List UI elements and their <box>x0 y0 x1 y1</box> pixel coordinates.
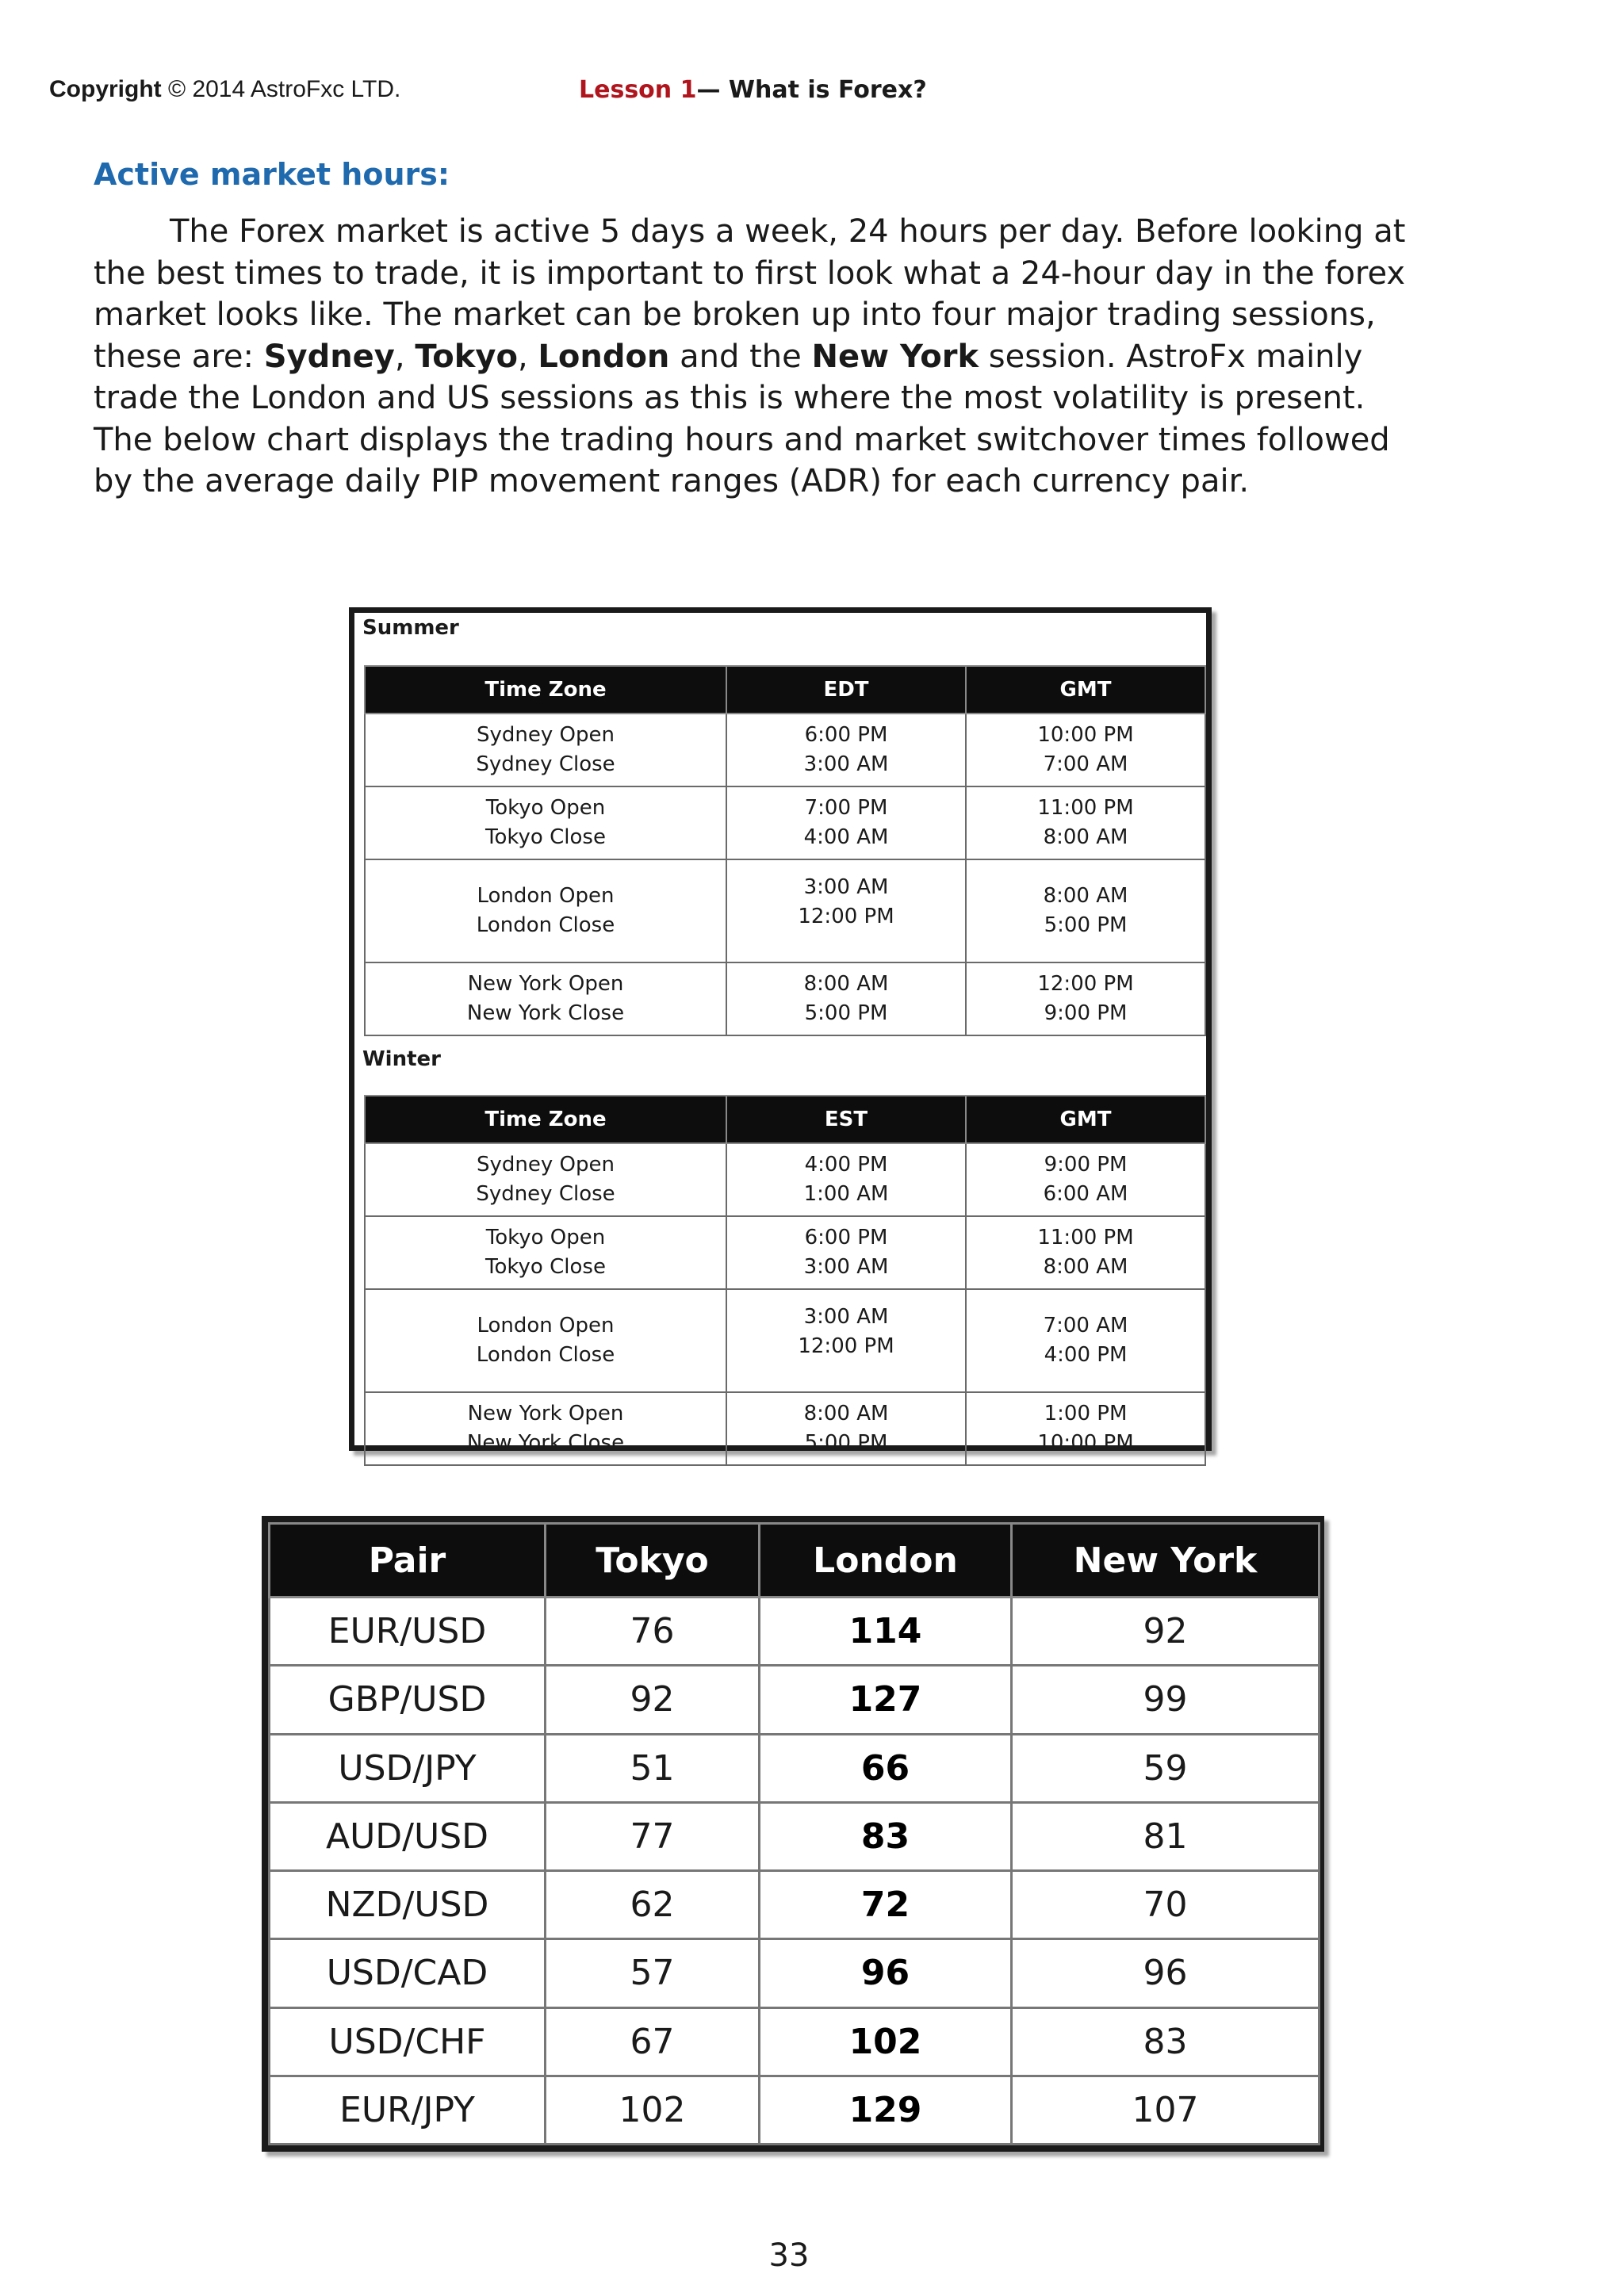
london-cell: 114 <box>760 1598 1012 1666</box>
zone-cell <box>365 962 726 1035</box>
cell-line: 10:00 PM <box>1037 723 1134 747</box>
cell-line: 1:00 PM <box>1044 1402 1128 1425</box>
london-cell: 72 <box>760 1871 1012 1939</box>
zone-cell <box>365 1289 726 1392</box>
table-row <box>270 1939 1320 2007</box>
cell-line: 11:00 PM <box>1037 796 1134 820</box>
copyright-label: Copyright <box>49 76 162 102</box>
newyork-cell: 83 <box>1012 2007 1320 2076</box>
table-row <box>365 1392 1205 1465</box>
cell-line: 7:00 AM <box>1043 1314 1128 1337</box>
london-cell: 96 <box>760 1939 1012 2007</box>
lesson-title <box>579 76 927 104</box>
col-header-pair: Pair <box>270 1524 546 1598</box>
cell-line: 8:00 AM <box>803 972 889 996</box>
gmt-cell <box>966 859 1205 962</box>
cell-line: Sydney Open <box>477 723 615 747</box>
newyork-cell: 59 <box>1012 1734 1320 1802</box>
pair-cell: EUR/JPY <box>270 2076 546 2144</box>
newyork-cell: 96 <box>1012 1939 1320 2007</box>
cell-line: 10:00 PM <box>1037 1431 1134 1455</box>
summer-hours-table <box>364 665 1206 1036</box>
summer-label: Summer <box>362 616 459 640</box>
cell-line: 12:00 PM <box>1037 972 1134 996</box>
cell-line: 7:00 PM <box>804 796 888 820</box>
cell-line: Tokyo Open <box>485 796 606 820</box>
adr-figure <box>262 1516 1324 2152</box>
cell-line: 8:00 AM <box>1043 884 1128 908</box>
cell-line: 1:00 AM <box>803 1182 889 1206</box>
tokyo-cell: 62 <box>546 1871 760 1939</box>
table-row <box>270 2007 1320 2076</box>
cell-line: 3:00 AM <box>803 1255 889 1279</box>
local-cell <box>726 714 966 786</box>
separator: , <box>394 338 416 375</box>
tokyo-cell: 102 <box>546 2076 760 2144</box>
adr-table <box>268 1522 1320 2145</box>
lesson-subtitle: — What is Forex? <box>696 76 927 104</box>
cell-line: 4:00 PM <box>1044 1343 1128 1367</box>
table-row <box>365 1289 1205 1392</box>
tokyo-cell: 67 <box>546 2007 760 2076</box>
cell-line: 5:00 PM <box>804 1001 888 1025</box>
gmt-cell <box>966 962 1205 1035</box>
section-heading: Active market hours: <box>94 157 450 192</box>
pair-cell: NZD/USD <box>270 1871 546 1939</box>
zone-cell <box>365 859 726 962</box>
session-hours-figure <box>349 607 1212 1455</box>
page-header <box>0 76 1624 114</box>
gmt-cell <box>966 1392 1205 1465</box>
table-row <box>270 1598 1320 1666</box>
cell-line: 4:00 PM <box>804 1153 888 1177</box>
col-header-newyork: New York <box>1012 1524 1320 1598</box>
gmt-cell <box>966 1289 1205 1392</box>
zone-cell <box>365 714 726 786</box>
zone-cell <box>365 786 726 859</box>
cell-line: London Close <box>476 913 615 937</box>
winter-label: Winter <box>362 1047 441 1071</box>
london-cell: 83 <box>760 1802 1012 1870</box>
copyright-text: © 2014 AstroFxc LTD. <box>168 76 401 102</box>
session-newyork: New York <box>811 338 979 375</box>
table-row <box>365 1143 1205 1216</box>
cell-line: 4:00 AM <box>803 825 889 849</box>
col-header-timezone: Time Zone <box>365 1096 726 1143</box>
local-cell <box>726 1143 966 1216</box>
cell-line: 3:00 AM <box>803 1305 889 1329</box>
pair-cell: USD/CAD <box>270 1939 546 2007</box>
newyork-cell: 99 <box>1012 1666 1320 1734</box>
zone-cell <box>365 1143 726 1216</box>
cell-line: 9:00 PM <box>1044 1001 1128 1025</box>
table-row <box>365 1216 1205 1289</box>
tokyo-cell: 57 <box>546 1939 760 2007</box>
cell-line: 6:00 AM <box>1043 1182 1128 1206</box>
cell-line: 8:00 AM <box>1043 825 1128 849</box>
newyork-cell: 81 <box>1012 1802 1320 1870</box>
newyork-cell: 70 <box>1012 1871 1320 1939</box>
tokyo-cell: 51 <box>546 1734 760 1802</box>
cell-line: 7:00 AM <box>1043 752 1128 776</box>
session-tokyo: Tokyo <box>415 338 518 375</box>
table-row <box>365 786 1205 859</box>
intro-paragraph <box>94 211 1434 503</box>
zone-cell <box>365 1216 726 1289</box>
cell-line: New York Close <box>466 1001 625 1025</box>
tokyo-cell: 77 <box>546 1802 760 1870</box>
gmt-cell <box>966 1143 1205 1216</box>
cell-line: New York Open <box>467 1402 624 1425</box>
local-cell <box>726 786 966 859</box>
cell-line: Tokyo Open <box>485 1226 606 1249</box>
cell-line: 11:00 PM <box>1037 1226 1134 1249</box>
cell-line: 3:00 AM <box>803 752 889 776</box>
session-london: London <box>538 338 670 375</box>
gmt-cell <box>966 1216 1205 1289</box>
table-row <box>365 714 1205 786</box>
tokyo-cell: 92 <box>546 1666 760 1734</box>
cell-line: New York Open <box>467 972 624 996</box>
london-cell: 129 <box>760 2076 1012 2144</box>
table-row <box>270 1734 1320 1802</box>
cell-line: London Open <box>477 884 615 908</box>
pair-cell: USD/CHF <box>270 2007 546 2076</box>
col-header-local: EDT <box>726 666 966 714</box>
cell-line: 8:00 AM <box>803 1402 889 1425</box>
col-header-tokyo: Tokyo <box>546 1524 760 1598</box>
london-cell: 66 <box>760 1734 1012 1802</box>
intro-text-part1: The Forex market is active 5 days a week, 24 hours per day. Before looking at the best times to trade, it is important to first look what a 24-hour day in the forex market looks like. The market can be broken up into four major trading sessions, these are: <box>94 213 1406 375</box>
table-row <box>365 962 1205 1035</box>
london-cell: 127 <box>760 1666 1012 1734</box>
pair-cell: EUR/USD <box>270 1598 546 1666</box>
local-cell <box>726 1392 966 1465</box>
newyork-cell: 92 <box>1012 1598 1320 1666</box>
winter-hours-table <box>364 1095 1206 1466</box>
gmt-cell <box>966 714 1205 786</box>
cell-line: London Close <box>476 1343 615 1367</box>
table-row <box>270 1802 1320 1870</box>
cell-line: Sydney Open <box>477 1153 615 1177</box>
cell-line: Tokyo Close <box>485 1255 606 1279</box>
table-row <box>270 1871 1320 1939</box>
cell-line: Sydney Close <box>476 1182 615 1206</box>
pair-cell: USD/JPY <box>270 1734 546 1802</box>
lesson-number: Lesson 1 <box>579 76 697 104</box>
connector-text: and the <box>669 338 812 375</box>
intro-text-part2: session. AstroFx mainly trade the London and US sessions as this is where the most volatility is present. The below chart displays the trading hours and market switchover times followed by the average daily PIP movement ranges (ADR) for each currency pair. <box>94 338 1390 499</box>
col-header-gmt: GMT <box>966 666 1205 714</box>
gmt-cell <box>966 786 1205 859</box>
cell-line: 12:00 PM <box>798 1334 894 1358</box>
cell-line: 8:00 AM <box>1043 1255 1128 1279</box>
cell-line: 6:00 PM <box>804 1226 888 1249</box>
table-row <box>270 2076 1320 2144</box>
col-header-london: London <box>760 1524 1012 1598</box>
col-header-local: EST <box>726 1096 966 1143</box>
tokyo-cell: 76 <box>546 1598 760 1666</box>
cell-line: 12:00 PM <box>798 905 894 928</box>
zone-cell <box>365 1392 726 1465</box>
copyright-notice <box>49 76 400 103</box>
col-header-timezone: Time Zone <box>365 666 726 714</box>
separator: , <box>517 338 538 375</box>
local-cell <box>726 859 966 962</box>
table-row <box>270 1666 1320 1734</box>
cell-line: 6:00 PM <box>804 723 888 747</box>
pair-cell: GBP/USD <box>270 1666 546 1734</box>
cell-line: 5:00 PM <box>804 1431 888 1455</box>
table-row <box>365 859 1205 962</box>
col-header-gmt: GMT <box>966 1096 1205 1143</box>
cell-line: Sydney Close <box>476 752 615 776</box>
local-cell <box>726 1216 966 1289</box>
page-number: 33 <box>768 2237 810 2274</box>
cell-line: 9:00 PM <box>1044 1153 1128 1177</box>
cell-line: London Open <box>477 1314 615 1337</box>
cell-line: 5:00 PM <box>1044 913 1128 937</box>
london-cell: 102 <box>760 2007 1012 2076</box>
cell-line: 3:00 AM <box>803 875 889 899</box>
cell-line: Tokyo Close <box>485 825 606 849</box>
newyork-cell: 107 <box>1012 2076 1320 2144</box>
local-cell <box>726 1289 966 1392</box>
pair-cell: AUD/USD <box>270 1802 546 1870</box>
local-cell <box>726 962 966 1035</box>
session-sydney: Sydney <box>263 338 395 375</box>
cell-line: New York Close <box>466 1431 625 1455</box>
